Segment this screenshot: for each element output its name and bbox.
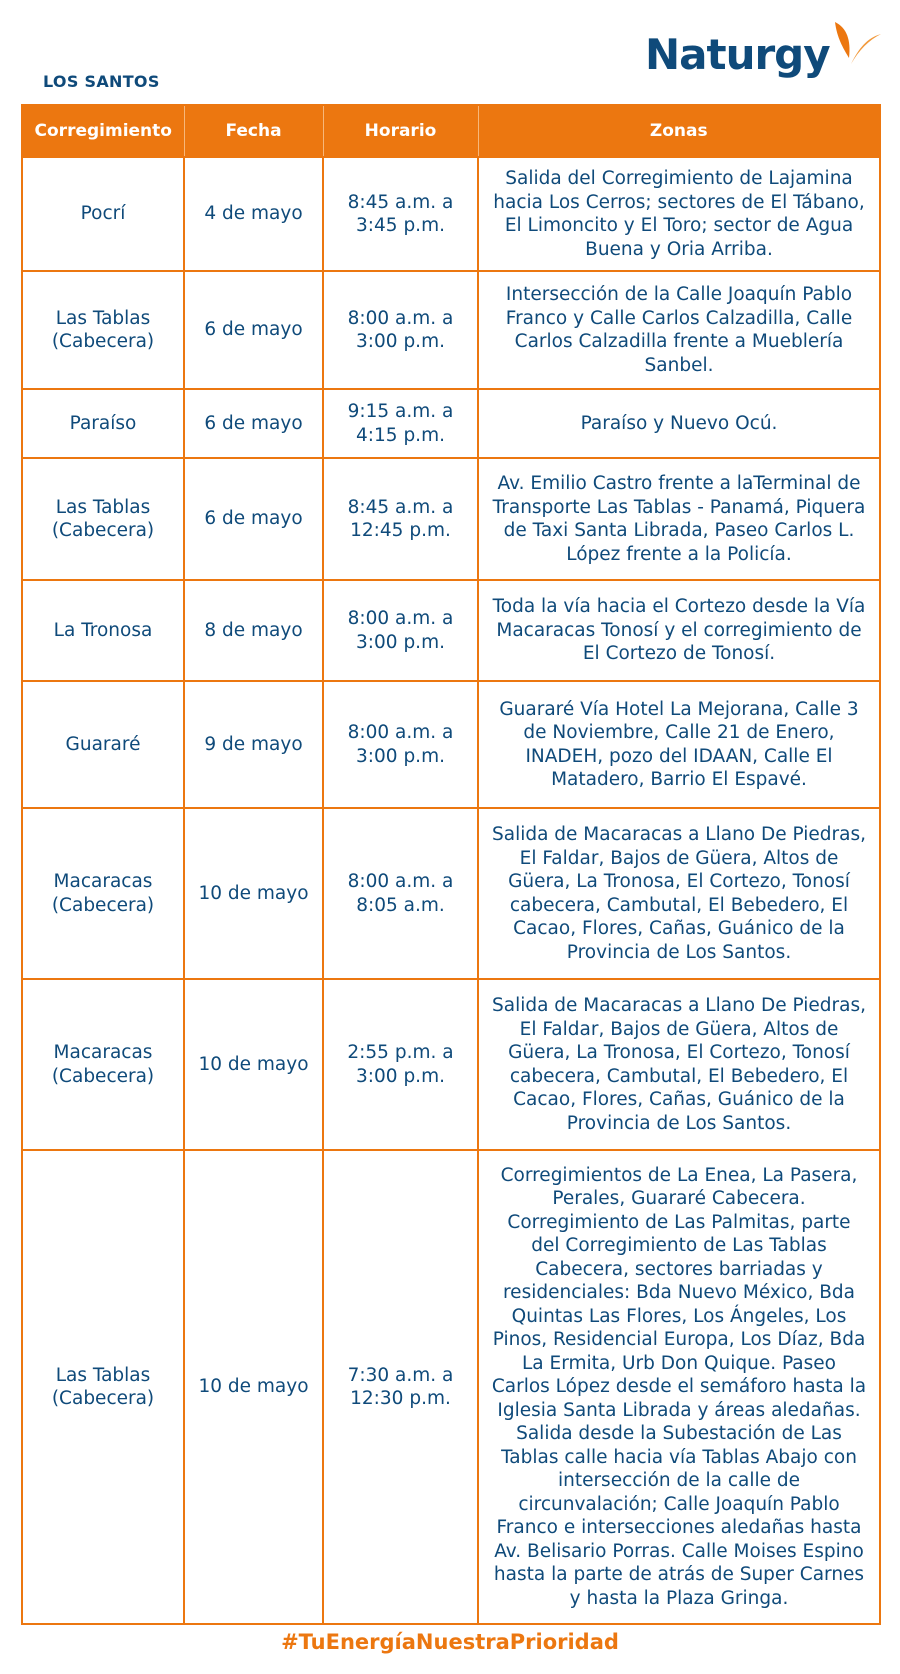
- region-title: LOS SANTOS: [43, 72, 160, 91]
- cell-corregimiento: Guararé: [22, 681, 184, 808]
- footer-hashtag: #TuEnergíaNuestraPrioridad: [281, 1630, 619, 1654]
- table-row: [22, 389, 880, 458]
- column-header-corregimiento: Corregimiento: [22, 105, 184, 157]
- table-row: [22, 1150, 880, 1624]
- cell-zonas: Av. Emilio Castro frente a laTerminal de Transporte Las Tablas - Panamá, Piquera de Taxi Santa Librada, Paseo Carlos L. López frente a la Policía.: [478, 458, 880, 580]
- cell-zonas: Corregimientos de La Enea, La Pasera, Perales, Guararé Cabecera. Corregimiento de Las Palmitas, parte del Corregimiento de Las Tablas Cabecera, sectores barriadas y residenciales: Bda Nuevo México, Bda Quintas Las Flores, Los Ángeles, Los Pinos, Residencial Europa, Los Díaz, Bda La Ermita, Urb Don Quique. Paseo Carlos López desde el semáforo hasta la Iglesia Santa Librada y áreas aledañas. Salida desde la Subestación de Las Tablas calle hacia vía Tablas Abajo con intersección de la calle de circunvalación; Calle Joaquín Pablo Franco e intersecciones aledañas hasta Av. Belisario Porras. Calle Moises Espino hasta la parte de atrás de Super Carnes y hasta la Plaza Gringa.: [478, 1150, 880, 1624]
- cell-horario: 8:00 a.m. a 3:00 p.m.: [323, 580, 478, 681]
- butterfly-icon: [833, 18, 883, 74]
- column-header-fecha: Fecha: [184, 105, 323, 157]
- cell-fecha: 10 de mayo: [184, 979, 323, 1150]
- cell-horario: 8:00 a.m. a 8:05 a.m.: [323, 808, 478, 979]
- table-row: [22, 458, 880, 580]
- cell-corregimiento: Las Tablas (Cabecera): [22, 1150, 184, 1624]
- cell-zonas: Toda la vía hacia el Cortezo desde la Vía Macaracas Tonosí y el corregimiento de El Cortezo de Tonosí.: [478, 580, 880, 681]
- cell-horario: 7:30 a.m. a 12:30 p.m.: [323, 1150, 478, 1624]
- cell-horario: 8:00 a.m. a 3:00 p.m.: [323, 271, 478, 389]
- cell-corregimiento: La Tronosa: [22, 580, 184, 681]
- cell-fecha: 10 de mayo: [184, 808, 323, 979]
- cell-corregimiento: Las Tablas (Cabecera): [22, 458, 184, 580]
- table-row: [22, 681, 880, 808]
- cell-zonas: Guararé Vía Hotel La Mejorana, Calle 3 de Noviembre, Calle 21 de Enero, INADEH, pozo del IDAAN, Calle El Matadero, Barrio El Espavé.: [478, 681, 880, 808]
- cell-horario: 8:45 a.m. a 3:45 p.m.: [323, 157, 478, 271]
- cell-fecha: 6 de mayo: [184, 458, 323, 580]
- naturgy-logo: [645, 18, 885, 88]
- cell-fecha: 6 de mayo: [184, 271, 323, 389]
- table-row: [22, 979, 880, 1150]
- cell-zonas: Paraíso y Nuevo Ocú.: [478, 389, 880, 458]
- table-row: [22, 271, 880, 389]
- schedule-table: [21, 104, 881, 1625]
- table-header-row: [22, 105, 880, 157]
- cell-horario: 9:15 a.m. a 4:15 p.m.: [323, 389, 478, 458]
- cell-fecha: 6 de mayo: [184, 389, 323, 458]
- logo-wordmark: Naturgy: [645, 30, 830, 79]
- cell-zonas: Salida de Macaracas a Llano De Piedras, El Faldar, Bajos de Güera, Altos de Güera, La Tronosa, El Cortezo, Tonosí cabecera, Cambutal, El Bebedero, El Cacao, Flores, Cañas, Guánico de la Provincia de Los Santos.: [478, 979, 880, 1150]
- table-row: [22, 580, 880, 681]
- cell-fecha: 10 de mayo: [184, 1150, 323, 1624]
- cell-corregimiento: Paraíso: [22, 389, 184, 458]
- cell-zonas: Salida del Corregimiento de Lajamina hacia Los Cerros; sectores de El Tábano, El Limoncito y El Toro; sector de Agua Buena y Oria Arriba.: [478, 157, 880, 271]
- cell-horario: 8:45 a.m. a 12:45 p.m.: [323, 458, 478, 580]
- column-header-zonas: Zonas: [478, 105, 880, 157]
- cell-zonas: Salida de Macaracas a Llano De Piedras, El Faldar, Bajos de Güera, Altos de Güera, La Tronosa, El Cortezo, Tonosí cabecera, Cambutal, El Bebedero, El Cacao, Flores, Cañas, Guánico de la Provincia de Los Santos.: [478, 808, 880, 979]
- cell-fecha: 9 de mayo: [184, 681, 323, 808]
- cell-fecha: 8 de mayo: [184, 580, 323, 681]
- column-header-horario: Horario: [323, 105, 478, 157]
- table-row: [22, 157, 880, 271]
- table-row: [22, 808, 880, 979]
- cell-corregimiento: Macaracas (Cabecera): [22, 979, 184, 1150]
- cell-horario: 2:55 p.m. a 3:00 p.m.: [323, 979, 478, 1150]
- cell-corregimiento: Las Tablas (Cabecera): [22, 271, 184, 389]
- cell-corregimiento: Macaracas (Cabecera): [22, 808, 184, 979]
- cell-horario: 8:00 a.m. a 3:00 p.m.: [323, 681, 478, 808]
- cell-fecha: 4 de mayo: [184, 157, 323, 271]
- cell-zonas: Intersección de la Calle Joaquín Pablo Franco y Calle Carlos Calzadilla, Calle Carlos Calzadilla frente a Mueblería Sanbel.: [478, 271, 880, 389]
- cell-corregimiento: Pocrí: [22, 157, 184, 271]
